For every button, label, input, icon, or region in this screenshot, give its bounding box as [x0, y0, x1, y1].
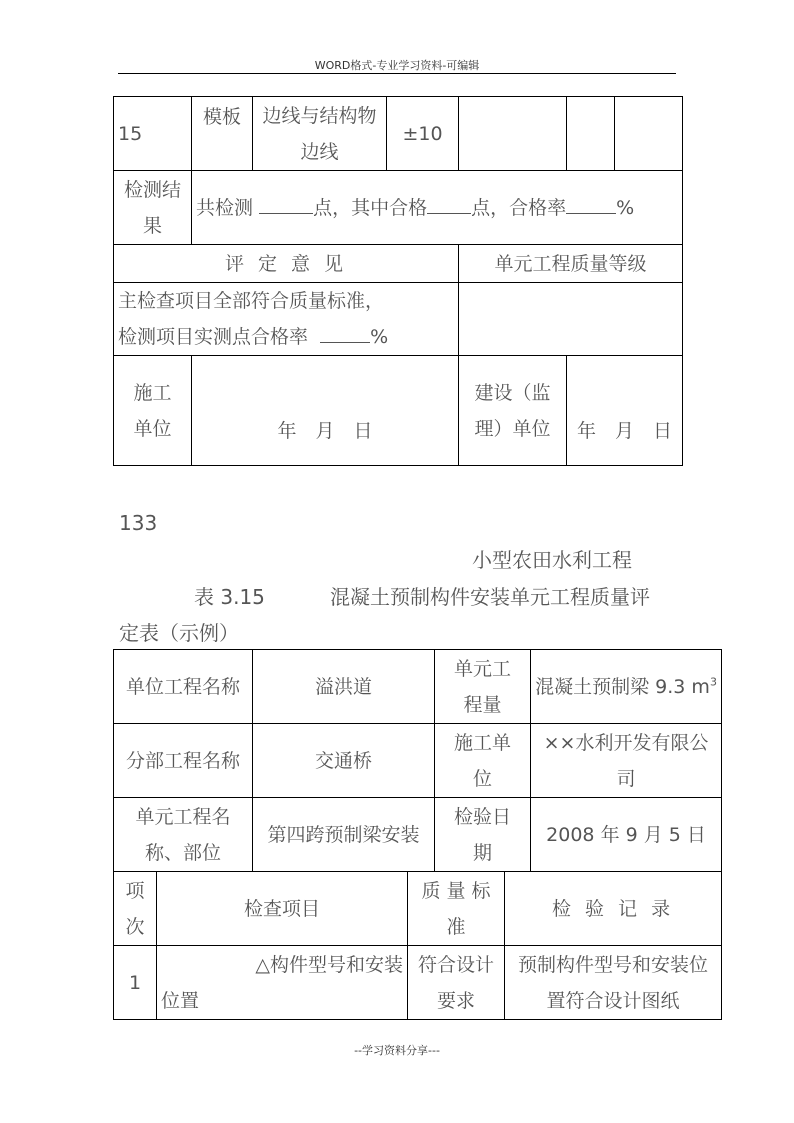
- item-name: 模板: [192, 97, 253, 171]
- element-value: 第四跨预制梁安装: [253, 798, 435, 872]
- construction-unit-label: 施工单位: [114, 356, 192, 466]
- row-number: 15: [114, 97, 192, 171]
- caption-title-a: 混凝土预制构件安装单元工程质量评: [330, 585, 650, 609]
- table-row: [114, 356, 683, 466]
- opinion-line-2-text: 检测项目实测点合格率: [118, 326, 309, 348]
- precast-install-evaluation-table: [113, 649, 722, 1020]
- unit-project-label: 单位工程名称: [114, 650, 253, 724]
- page-number: 133: [119, 511, 158, 535]
- result-text-1: 共检测: [196, 196, 254, 219]
- opinion-pct: %: [370, 326, 389, 348]
- contractor-label: 施工单位: [435, 724, 531, 798]
- empty-cell: [615, 97, 683, 171]
- sub-project-label: 分部工程名称: [114, 724, 253, 798]
- inspect-date-label: 检验日期: [435, 798, 531, 872]
- caption-table-no: 表 3.15: [194, 585, 265, 609]
- caption-title-b: 定表（示例）: [119, 621, 239, 645]
- result-label: 检测结果: [114, 171, 192, 245]
- table-row: [114, 97, 683, 171]
- opinion-line-2: [118, 319, 454, 355]
- result-text: [192, 171, 683, 245]
- header-rule: [118, 73, 676, 74]
- page-header: WORD格式-专业学习资料-可编辑: [314, 59, 480, 72]
- blank-rate: [566, 191, 616, 214]
- result-text-3: 点，合格率: [471, 196, 567, 219]
- supervisor-date: 年 月 日: [567, 356, 683, 466]
- table-row: [114, 798, 722, 872]
- opinion-header: 评 定 意 见: [114, 245, 459, 283]
- col-no-header: 项次: [114, 872, 157, 946]
- row1-record: 预制构件型号和安装位置符合设计图纸: [505, 946, 722, 1020]
- tolerance: ±10: [387, 97, 459, 171]
- table-row: [114, 724, 722, 798]
- unit-project-value: 溢洪道: [253, 650, 435, 724]
- quantity-value: [531, 650, 722, 724]
- quantity-unit-sup: 3: [709, 675, 717, 689]
- evaluation-table-continued: [113, 96, 683, 466]
- table-row: [114, 872, 722, 946]
- sub-project-value: 交通桥: [253, 724, 435, 798]
- blank-pass-rate: [320, 320, 370, 343]
- contractor-value: ××水利开发有限公司: [531, 724, 722, 798]
- grade-header: 单元工程质量等级: [459, 245, 683, 283]
- table-row: [114, 650, 722, 724]
- table-row: [114, 946, 722, 1020]
- row1-standard: 符合设计要求: [408, 946, 505, 1020]
- caption-category: 小型农田水利工程: [472, 548, 632, 572]
- table-row: [114, 283, 683, 356]
- table-row: [114, 245, 683, 283]
- row1-no: 1: [114, 946, 157, 1020]
- construction-date: 年 月 日: [192, 356, 459, 466]
- quantity-value-text: 混凝土预制梁 9.3 m: [535, 675, 710, 698]
- col-item-header: 检查项目: [157, 872, 408, 946]
- empty-cell: [459, 97, 567, 171]
- supervisor-unit-label: 建设（监理）单位: [459, 356, 567, 466]
- row1-item: [157, 946, 408, 1020]
- table-row: [114, 171, 683, 245]
- empty-cell: [567, 97, 615, 171]
- page-footer: --学习资料分享---: [354, 1044, 440, 1057]
- blank-total: [259, 191, 313, 214]
- grade-value: [459, 283, 683, 356]
- sub-item: 边线与结构物边线: [253, 97, 387, 171]
- blank-qualified: [427, 191, 471, 214]
- result-text-2: 点，其中合格: [313, 196, 428, 219]
- opinion-line-1: 主检查项目全部符合质量标准，: [118, 290, 385, 312]
- col-record-header: 检 验 记 录: [505, 872, 722, 946]
- row1-item-line-a: △构件型号和安装: [255, 953, 404, 976]
- quantity-label: 单元工程量: [435, 650, 531, 724]
- inspect-date-value: 2008 年 9 月 5 日: [531, 798, 722, 872]
- row1-item-line-b: 位置: [161, 989, 200, 1012]
- result-text-4: %: [616, 196, 635, 219]
- element-label: 单元工程名称、部位: [114, 798, 253, 872]
- col-standard-header: 质 量 标 准: [408, 872, 505, 946]
- opinion-text: [114, 283, 459, 356]
